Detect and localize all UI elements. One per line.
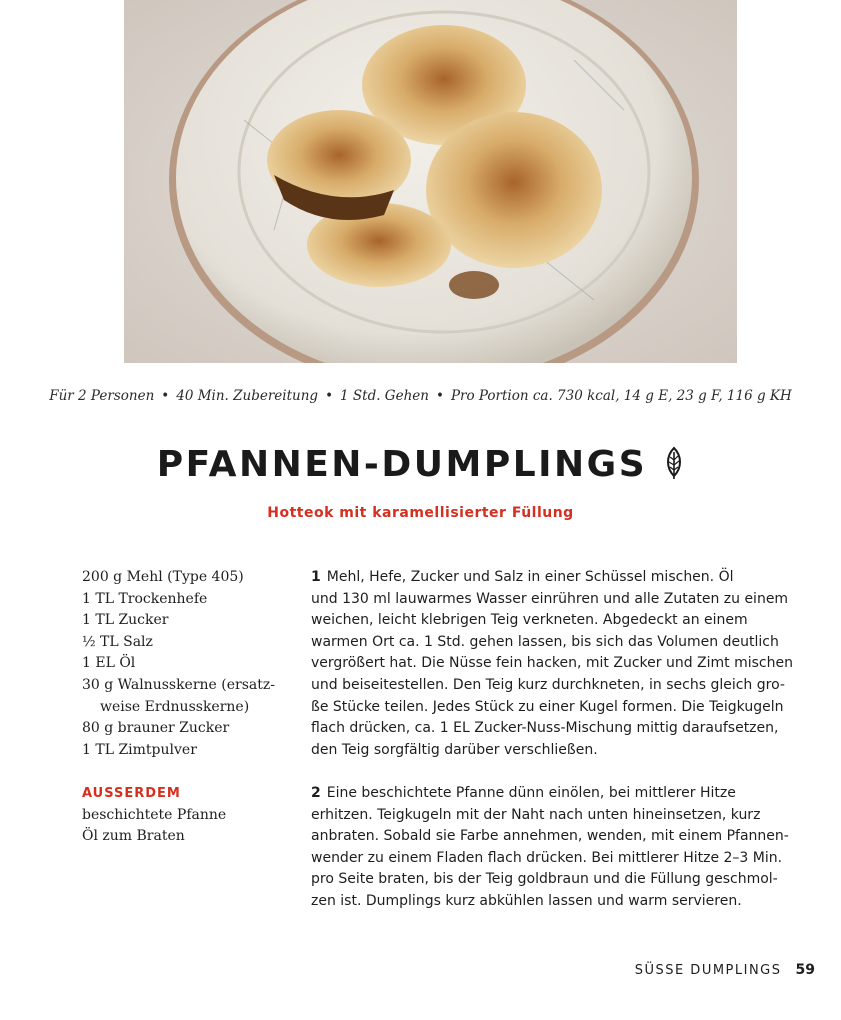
instructions xyxy=(311,567,791,913)
step-text-line: den Teig sorgfältig darüber verschließen. xyxy=(311,741,598,758)
rise-time: 1 Std. Gehen xyxy=(340,388,429,404)
ingredient-line: 200 g Mehl (Type 405) xyxy=(82,569,244,585)
leaf-icon xyxy=(664,446,684,484)
ingredient-line: 1 TL Trockenhefe xyxy=(82,590,208,607)
step-2 xyxy=(311,783,791,913)
dumplings-plate-illustration xyxy=(124,0,737,363)
recipe-meta xyxy=(0,388,841,404)
ingredients-list xyxy=(82,567,292,848)
step-number: 1 xyxy=(311,569,321,585)
step-text-line: flach drücken, ca. 1 EL Zucker-Nuss-Mischung mittig daraufsetzen, xyxy=(311,720,779,737)
step-1 xyxy=(311,567,791,761)
ingredient-line: weise Erdnusskerne) xyxy=(100,698,250,715)
ingredient-line: 1 EL Öl xyxy=(82,655,136,672)
ingredient-line: 80 g brauner Zucker xyxy=(82,720,230,737)
extras-heading: AUSSERDEM xyxy=(82,785,181,801)
separator-dot: • xyxy=(435,388,444,404)
step-text-line: pro Seite braten, bis der Teig goldbraun und die Füllung geschmol- xyxy=(311,871,778,888)
step-text-line: weichen, leicht klebrigen Teig verkneten. Abgedeckt an einem xyxy=(311,612,748,629)
ingredient-line: 1 TL Zimtpulver xyxy=(82,741,197,758)
step-text-line: zen ist. Dumplings kurz abkühlen lassen und warm servieren. xyxy=(311,892,742,909)
recipe-photo xyxy=(124,0,737,363)
step-text-line: wender zu einem Fladen flach drücken. Bei mittlerer Hitze 2–3 Min. xyxy=(311,849,783,866)
page-footer xyxy=(635,962,815,978)
separator-dot: • xyxy=(161,388,170,404)
recipe-subtitle: Hotteok mit karamellisierter Füllung xyxy=(267,505,574,521)
extra-line: Öl zum Braten xyxy=(82,828,185,845)
recipe-title: PFANNEN-DUMPLINGS xyxy=(156,444,648,485)
step-text-line: und beiseitestellen. Den Teig kurz durchkneten, in sechs gleich gro- xyxy=(311,676,785,693)
section-name: SÜSSE DUMPLINGS xyxy=(634,963,782,978)
step-text-line: anbraten. Sobald sie Farbe annehmen, wenden, mit einem Pfannen- xyxy=(311,828,789,845)
prep-time: 40 Min. Zubereitung xyxy=(176,388,319,404)
step-text-line: warmen Ort ca. 1 Std. gehen lassen, bis sich das Volumen deutlich xyxy=(311,633,779,650)
title-row xyxy=(0,444,841,485)
extra-line: beschichtete Pfanne xyxy=(82,806,227,823)
page-number: 59 xyxy=(795,962,815,978)
nutrition-info: Pro Portion ca. 730 kcal, 14 g E, 23 g F, 116 g KH xyxy=(450,388,792,404)
step-text-line: vergrößert hat. Die Nüsse fein hacken, mit Zucker und Zimt mischen xyxy=(311,655,793,672)
ingredient-line: 1 TL Zucker xyxy=(82,612,169,629)
step-text-line: Eine beschichtete Pfanne dünn einölen, bei mittlerer Hitze xyxy=(326,784,736,801)
step-text-line: erhitzen. Teigkugeln mit der Naht nach unten hineinsetzen, kurz xyxy=(311,806,761,823)
step-text-line: und 130 ml lauwarmes Wasser einrühren und alle Zutaten zu einem xyxy=(311,590,789,607)
separator-dot: • xyxy=(325,388,334,404)
servings: Für 2 Personen xyxy=(49,388,155,404)
ingredient-line: ½ TL Salz xyxy=(82,633,153,650)
step-text-line: Mehl, Hefe, Zucker und Salz in einer Schüssel mischen. Öl xyxy=(326,569,734,585)
ingredient-line: 30 g Walnusskerne (ersatz- xyxy=(82,676,275,693)
step-number: 2 xyxy=(311,784,321,801)
step-text-line: ße Stücke teilen. Jedes Stück zu einer Kugel formen. Die Teigkugeln xyxy=(311,698,784,715)
